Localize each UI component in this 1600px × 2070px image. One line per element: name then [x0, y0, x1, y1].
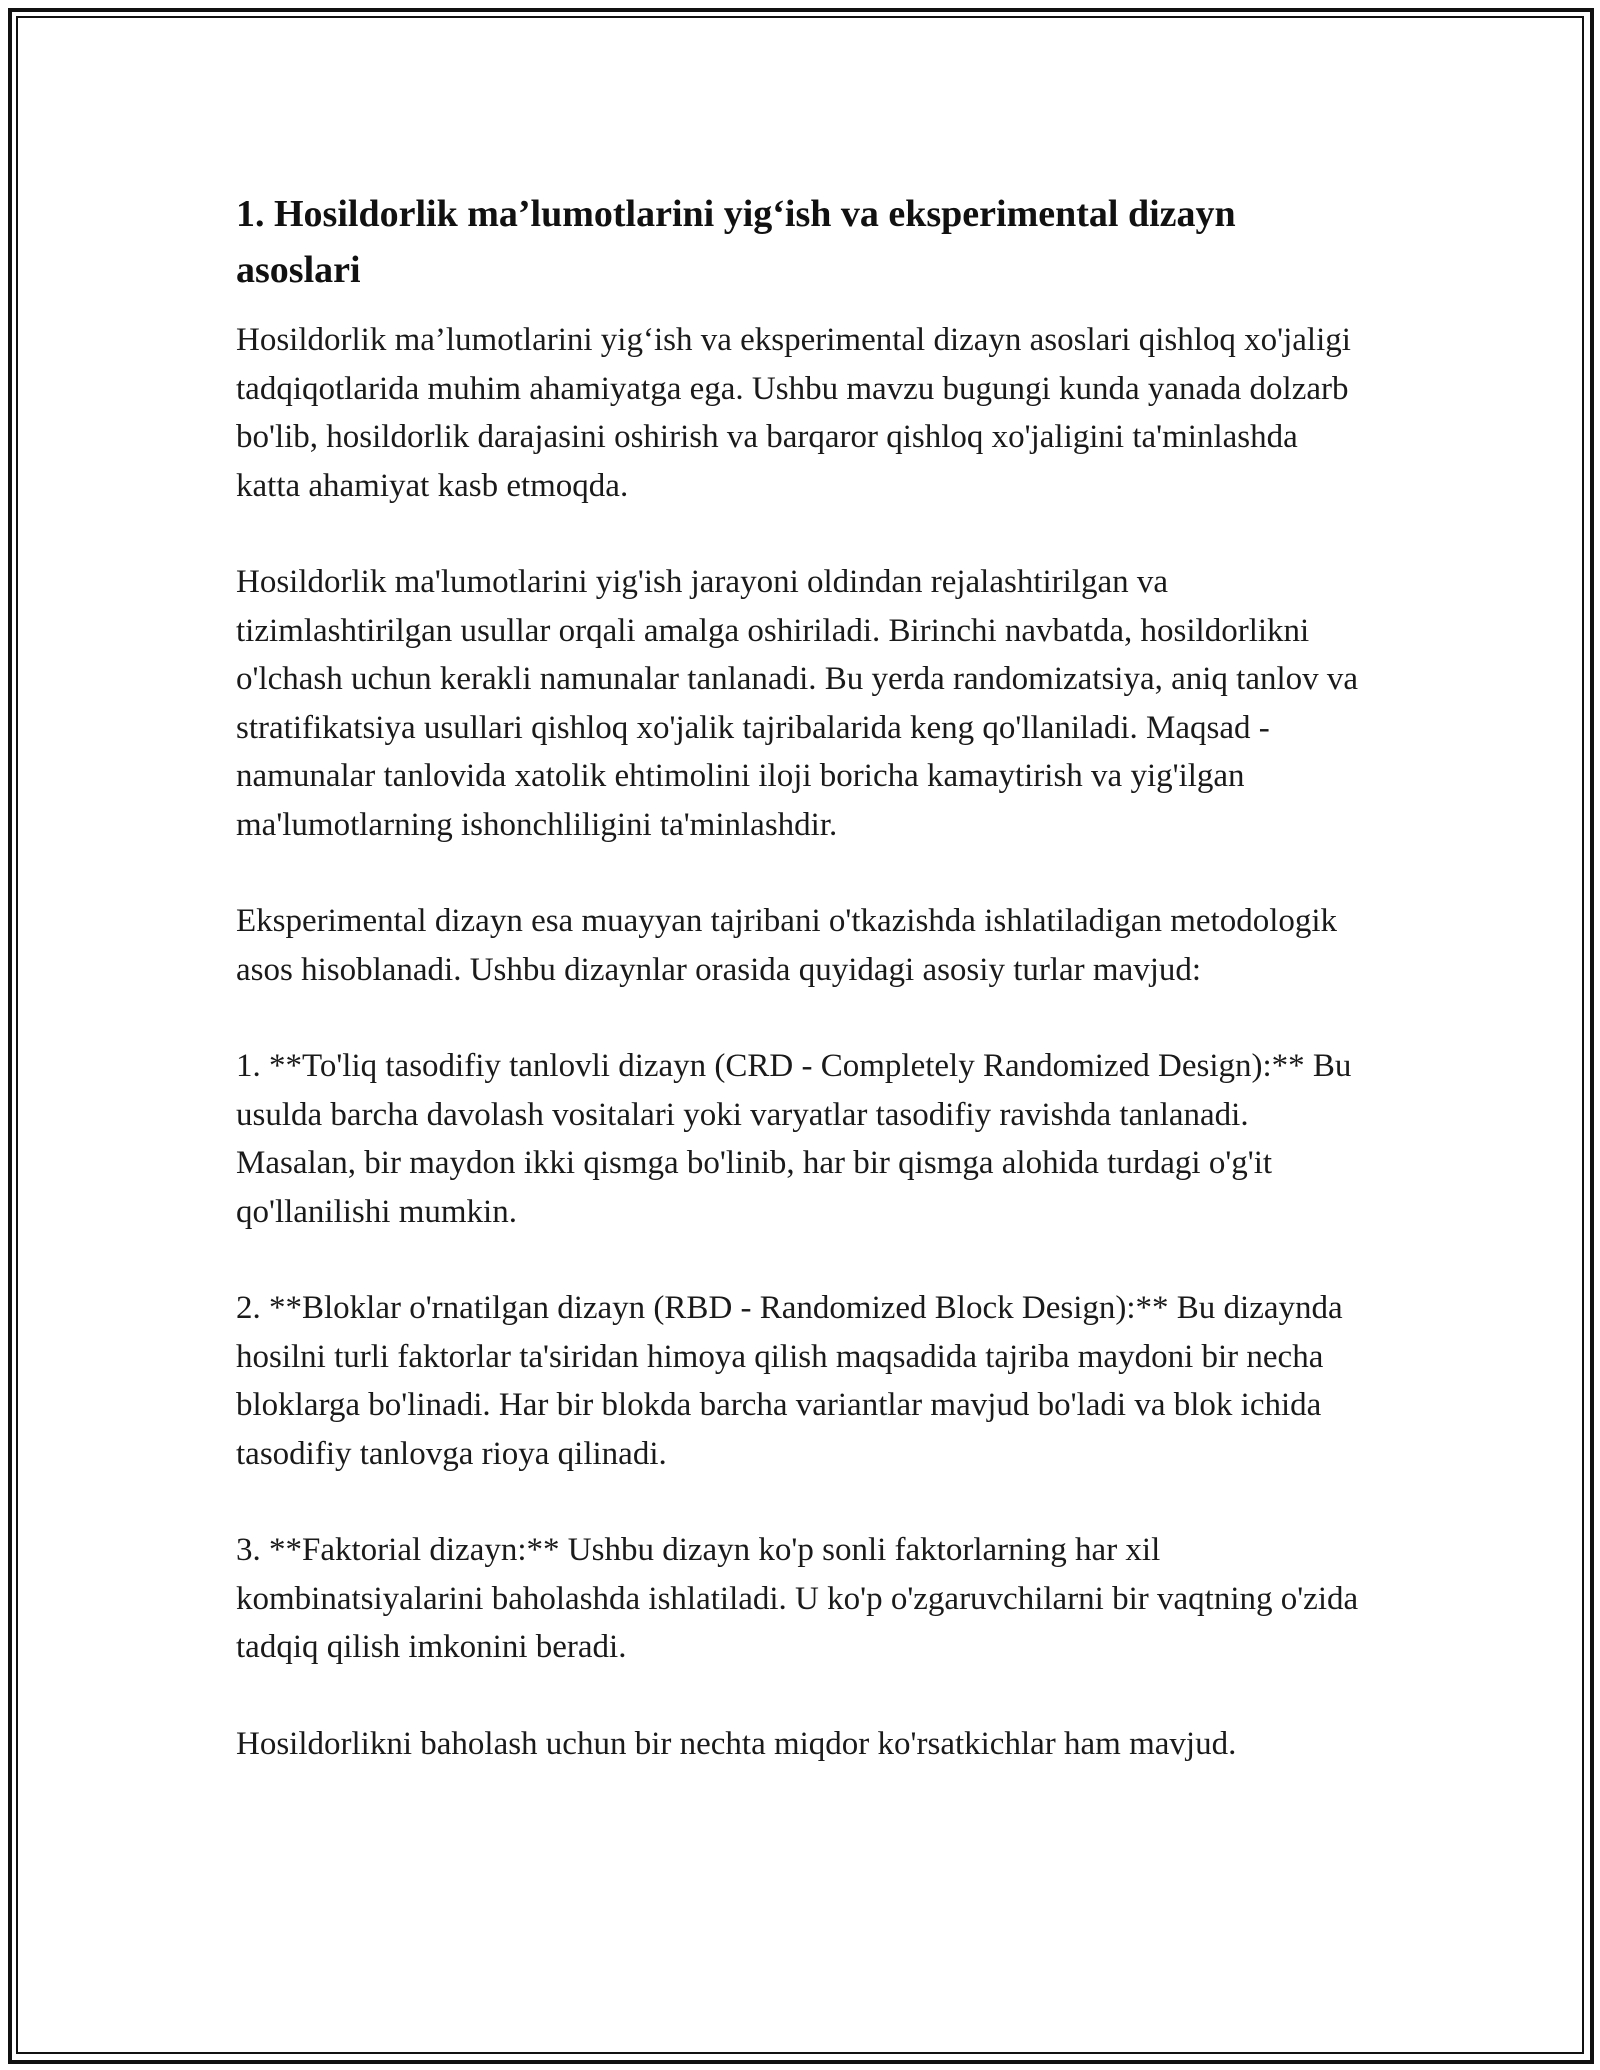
list-item-factorial: 3. **Faktorial dizayn:** Ushbu dizayn ko'p sonli faktorlarning har xil kombinatsiyalarini baholashda ishlatiladi. U ko'p o'zgaruvchilarni bir vaqtning o'zida tadqiq qilish imkonini beradi.	[236, 1532, 1359, 1665]
paragraph-intro: Hosildorlik ma’lumotlarini yig‘ish va eksperimental dizayn asoslari qishloq xo'jaligi tadqiqotlarida muhim ahamiyatga ega. Ushbu mavzu bugungi kunda yanada dolzarb bo'lib, hosildorlik darajasini oshirish va barqaror qishloq xo'jaligini ta'minlashda katta ahamiyat kasb etmoqda.	[236, 322, 1351, 504]
paragraph-yield-metrics: Hosildorlikni baholash uchun bir nechta miqdor ko'rsatkichlar ham mavjud.	[236, 1725, 1237, 1762]
list-item-crd: 1. **To'liq tasodifiy tanlovli dizayn (CRD - Completely Randomized Design):** Bu usulda barcha davolash vositalari yoki varyatlar tasodifiy ravishda tanlanadi. Masalan, bir maydon ikki qismga bo'linib, har bir qismga alohida turdagi o'g'it qo'llanilishi mumkin.	[236, 1048, 1352, 1230]
paragraph-experimental-design: Eksperimental dizayn esa muayyan tajribani o'tkazishda ishlatiladigan metodologik asos hisoblanadi. Ushbu dizaynlar orasida quyidagi asosiy turlar mavjud:	[236, 903, 1338, 988]
section-heading: 1. Hosildorlik ma’lumotlarini yig‘ish va eksperimental dizayn asoslari	[236, 193, 1236, 291]
list-item-rbd: 2. **Bloklar o'rnatilgan dizayn (RBD - Randomized Block Design):** Bu dizaynda hosilni turli faktorlar ta'siridan himoya qilish maqsadida tajriba maydoni bir necha bloklarga bo'linadi. Har bir blokda barcha variantlar mavjud bo'ladi va blok ichida tasodifiy tanlovga rioya qilinadi.	[236, 1290, 1343, 1472]
document-body	[236, 186, 1366, 1816]
paragraph-data-collection: Hosildorlik ma'lumotlarini yig'ish jarayoni oldindan rejalashtirilgan va tizimlashtirilgan usullar orqali amalga oshiriladi. Birinchi navbatda, hosildorlikni o'lchash uchun kerakli namunalar tanlanadi. Bu yerda randomizatsiya, aniq tanlov va stratifikatsiya usullari qishloq xo'jalik tajribalarida keng qo'llaniladi. Maqsad - namunalar tanlovida xatolik ehtimolini iloji boricha kamaytirish va yig'ilgan ma'lumotlarning ishonchliligini ta'minlashdir.	[236, 564, 1359, 843]
